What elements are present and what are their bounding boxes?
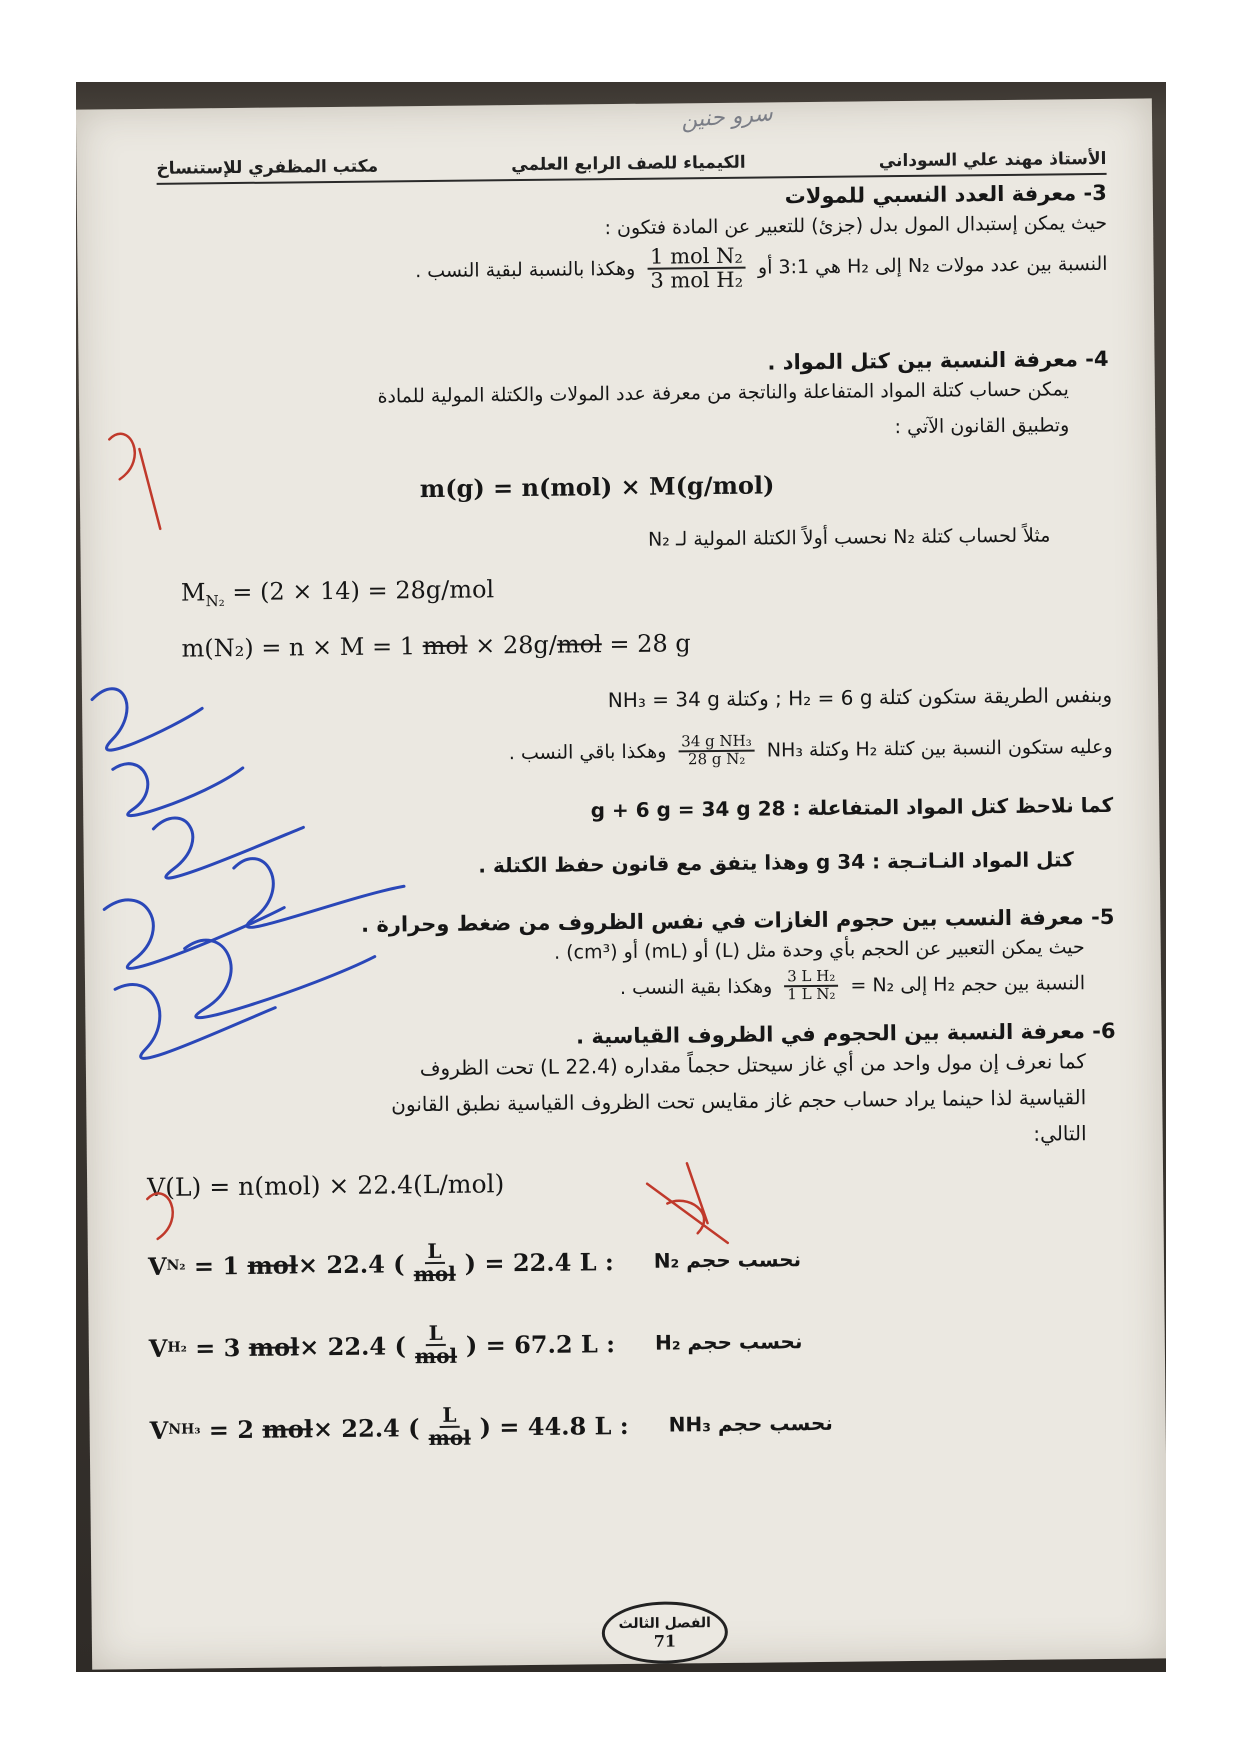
unit-denominator: mol xyxy=(413,1261,456,1287)
section-5-title: 5- معرفة النسب بين حجوم الغازات في نفس الظروف من ضغط وحرارة . xyxy=(360,904,1115,937)
red-mark-1 xyxy=(109,433,160,529)
red-mark-2 xyxy=(147,1193,173,1239)
mass-formula: m(g) = n(mol) × M(g/mol) xyxy=(419,470,775,504)
volume-sub: NH₃ xyxy=(168,1421,201,1438)
section-6-title: 6- معرفة النسبة بين الحجوم في الظروف القياسية . xyxy=(575,1018,1116,1049)
blue-signature-7 xyxy=(115,983,276,1059)
unit-numerator: L xyxy=(426,1323,446,1346)
volume-ratio-end: وهكذا بقية النسب . xyxy=(619,975,773,1000)
section-6-line2: القياسية لذا حينما يراد حساب حجم غاز مقايس تحت الظروف القياسية نطبق القانون xyxy=(391,1085,1087,1117)
volume-result: ) = 44.8 L : xyxy=(479,1410,629,1442)
volume-symbol: V xyxy=(148,1333,168,1363)
times-22-4: × 22.4 ( xyxy=(312,1412,420,1443)
ink-annotations xyxy=(76,98,1166,1669)
red-mark-3 xyxy=(647,1163,728,1244)
volume-label: نحسب حجم NH₃ xyxy=(668,1410,833,1437)
volume-ratio-numerator: 3 L H₂ xyxy=(784,969,838,987)
chapter-label: الفصل الثالث xyxy=(618,1614,712,1632)
section-6-line3: التالي: xyxy=(1033,1121,1087,1146)
times-22-4: × 22.4 ( xyxy=(299,1330,407,1361)
volume-symbol: V xyxy=(149,1415,169,1445)
blue-signature-3 xyxy=(153,817,304,879)
volume-mult: = 1 xyxy=(185,1250,248,1281)
section-3-title: 3- معرفة العدد النسبي للمولات xyxy=(784,180,1107,209)
volume-sub: N₂ xyxy=(166,1257,186,1274)
volume-symbol: V xyxy=(147,1251,167,1281)
mass-ratio-end: وهكذا باقي النسب . xyxy=(508,740,667,765)
volume-mult: = 2 xyxy=(200,1414,263,1444)
section-4-line2: وتطبيق القانون الآتي : xyxy=(894,414,1070,439)
volume-formula: V(L) = n(mol) × 22.4(L/mol) xyxy=(147,1169,505,1202)
same-way-line: وبنفس الطريقة ستكون كتلة H₂ = 6 g ; وكتلة NH₃ = 34 g xyxy=(607,682,1113,713)
mass-mol-cancel: mol xyxy=(422,631,468,661)
section-4-title: 4- معرفة النسبة بين كتل المواد . xyxy=(767,346,1109,375)
mol-cancel: mol xyxy=(248,1331,300,1362)
photo-frame xyxy=(76,82,1166,1672)
molar-rest: = (2 × 14) = 28g/mol xyxy=(224,575,495,607)
molar-sub: N₂ xyxy=(205,591,225,611)
blue-signature-1 xyxy=(92,688,203,751)
molar-symbol: M xyxy=(180,578,206,607)
mass-ratio-text: وعليه ستكون النسبة بين كتلة H₂ وكتلة NH₃ xyxy=(766,735,1113,762)
mass-ratio-denominator: 28 g N₂ xyxy=(687,749,746,769)
unit-denominator: mol xyxy=(428,1425,471,1451)
mass-example: مثلاً لحساب كتلة N₂ نحسب أولاً الكتلة المولية لـ N₂ xyxy=(647,524,1051,551)
times-22-4: × 22.4 ( xyxy=(297,1248,405,1279)
mass-b: × 28g/ xyxy=(467,630,558,660)
ratio-text: النسبة بين عدد مولات N₂ إلى H₂ هي 3:1 أو xyxy=(757,252,1108,279)
document-page xyxy=(76,98,1166,1669)
fraction-numerator: 1 mol N₂ xyxy=(647,245,746,270)
volume-mult: = 3 xyxy=(186,1332,249,1363)
unit-denominator: mol xyxy=(414,1343,458,1369)
mass-a: m(N₂) = n × M = 1 xyxy=(181,632,423,663)
volume-ratio-text: النسبة بين حجم H₂ إلى N₂ = xyxy=(850,972,1086,997)
volume-label: نحسب حجم H₂ xyxy=(654,1329,803,1355)
mol-cancel: mol xyxy=(262,1413,314,1444)
page-number: 71 xyxy=(653,1630,677,1651)
unit-numerator: L xyxy=(439,1405,459,1428)
header-subject: الكيمياء للصف الرابع العلمي xyxy=(511,152,746,176)
unit-numerator: L xyxy=(424,1241,444,1264)
handwritten-note: سرو حنين xyxy=(680,101,774,134)
mass-c: = 28 g xyxy=(601,629,691,659)
blue-signature-5 xyxy=(104,898,285,968)
volume-result: ) = 22.4 L : xyxy=(464,1246,614,1278)
header-teacher: الأستاذ مهند علي السوداني xyxy=(878,148,1107,172)
volume-label: نحسب حجم N₂ xyxy=(653,1247,802,1273)
header-office: مكتب المظفري للإستنساخ xyxy=(156,156,379,179)
mass-ratio-numerator: 34 g NH₃ xyxy=(678,734,755,753)
products-mass: كتل المواد النـاتـجة : 34 g وهذا يتفق مع قانون حفظ الكتلة . xyxy=(478,847,1074,878)
section-6-line1: كما نعرف إن مول واحد من أي غاز سيحتل حجماً مقداره (22.4 L) تحت الظروف xyxy=(419,1049,1087,1081)
blue-signature-6 xyxy=(185,938,376,1017)
reactants-mass: كما نلاحظ كتل المواد المتفاعلة : 28 g + 6 g = 34 g xyxy=(590,792,1114,823)
section-5-line1: حيث يمكن التعبير عن الحجم بأي وحدة مثل (L) أو (mL) أو (cm³) . xyxy=(553,936,1085,964)
blue-signature-2 xyxy=(113,763,244,816)
ratio-text-end: وهكذا بالنسبة لبقية النسب . xyxy=(415,257,636,283)
section-3-line: حيث يمكن إستبدال المول بدل (جزئ) للتعبير عن المادة فتكون : xyxy=(604,211,1108,240)
volume-ratio-denominator: 1 L N₂ xyxy=(787,984,836,1004)
fraction-denominator: 3 mol H₂ xyxy=(650,267,744,293)
volume-sub: H₂ xyxy=(167,1339,187,1356)
section-4-line1: يمكن حساب كتلة المواد المتفاعلة والناتجة من معرفة عدد المولات والكتلة المولية للمادة xyxy=(377,378,1069,408)
mass-mol-cancel-2: mol xyxy=(556,630,602,659)
volume-result: ) = 67.2 L : xyxy=(465,1328,616,1360)
mol-cancel: mol xyxy=(247,1249,299,1280)
blue-signature-4 xyxy=(234,857,405,927)
